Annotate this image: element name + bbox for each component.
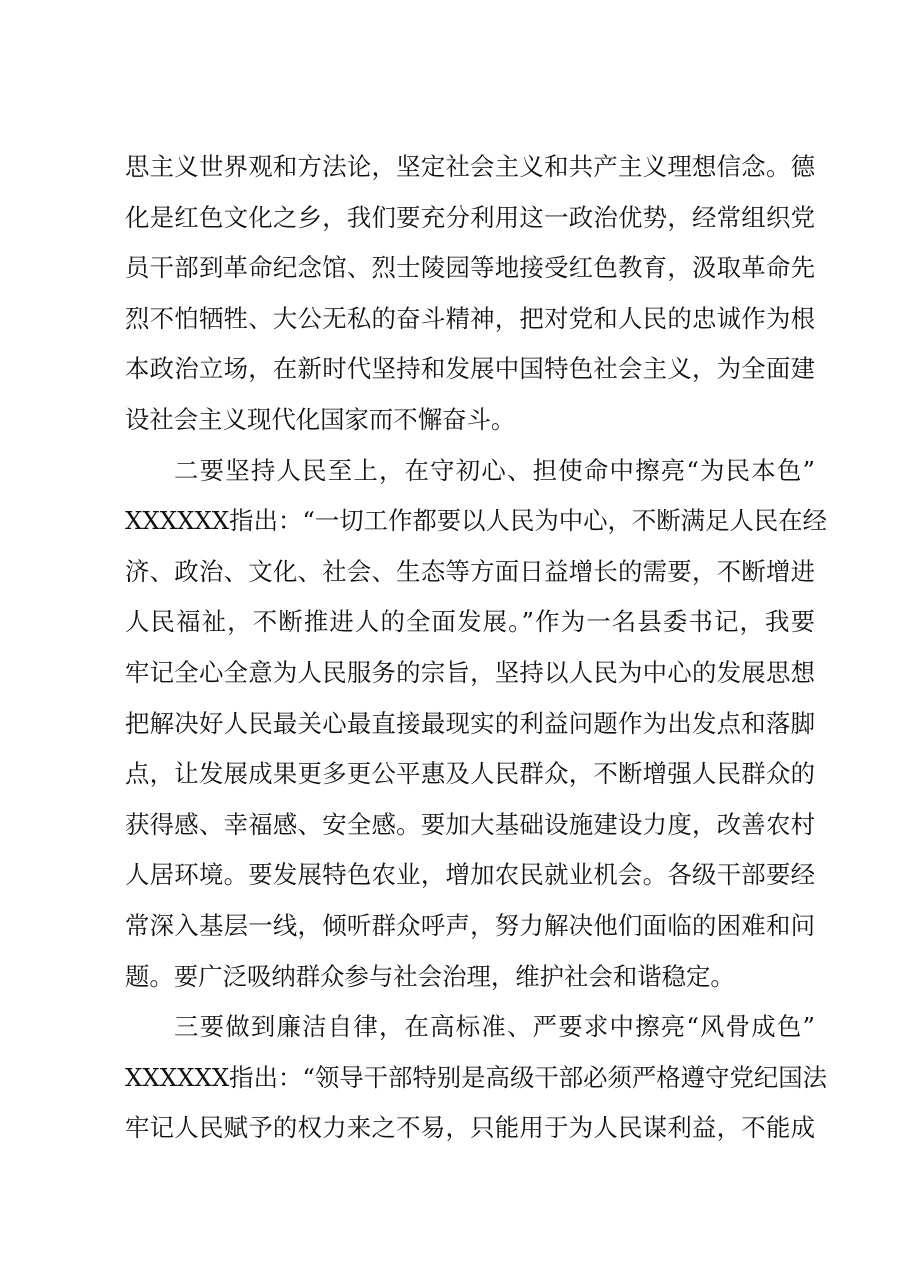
text-line: 常深入基层一线，倾听群众呼声，努力解决他们面临的困难和问 [125, 910, 815, 940]
text-line: 题。要广泛吸纳群众参与社会治理，维护社会和谐稳定。 [125, 961, 735, 991]
text-line: 烈不怕牺牲、大公无私的奋斗精神，把对党和人民的忠诚作为根 [125, 303, 815, 333]
text-line: 人居环境。要发展特色农业，增加农民就业机会。各级干部要经 [125, 860, 815, 890]
text-line: 牢记全心全意为人民服务的宗旨，坚持以人民为中心的发展思想 [125, 657, 815, 687]
text-line: 点，让发展成果更多更公平惠及人民群众，不断增强人民群众的 [125, 759, 815, 789]
paragraph-start-line: 二要坚持人民至上，在守初心、担使命中擦亮“为民本色” [174, 455, 815, 485]
text-line: 化是红色文化之乡，我们要充分利用这一政治优势，经常组织党 [125, 202, 815, 232]
text-line: 设社会主义现代化国家而不懈奋斗。 [125, 404, 516, 434]
text-line: 获得感、幸福感、安全感。要加大基础设施建设力度，改善农村 [125, 809, 815, 839]
text-line: 把解决好人民最关心最直接最现实的利益问题作为出发点和落脚 [125, 708, 815, 738]
text-line: XXXXXX指出：“领导干部特别是高级干部必须严格遵守党纪国法 [125, 1062, 828, 1092]
text-line: 人民福祉，不断推进人的全面发展。”作为一名县委书记，我要 [125, 607, 815, 637]
text-line: XXXXXX指出：“一切工作都要以人民为中心，不断满足人民在经 [125, 506, 828, 536]
text-line: 员干部到革命纪念馆、烈士陵园等地接受红色教育，汲取革命先 [125, 253, 815, 283]
paragraph-start-line: 三要做到廉洁自律，在高标准、严要求中擦亮“风骨成色” [174, 1012, 815, 1042]
text-line: 本政治立场，在新时代坚持和发展中国特色社会主义，为全面建 [125, 354, 815, 384]
text-line: 牢记人民赋予的权力来之不易，只能用于为人民谋利益，不能成 [125, 1113, 815, 1143]
text-line: 思主义世界观和方法论，坚定社会主义和共产主义理想信念。德 [125, 152, 815, 181]
text-line: 济、政治、文化、社会、生态等方面日益增长的需要，不断增进 [125, 556, 815, 586]
document-body [125, 142, 828, 1154]
